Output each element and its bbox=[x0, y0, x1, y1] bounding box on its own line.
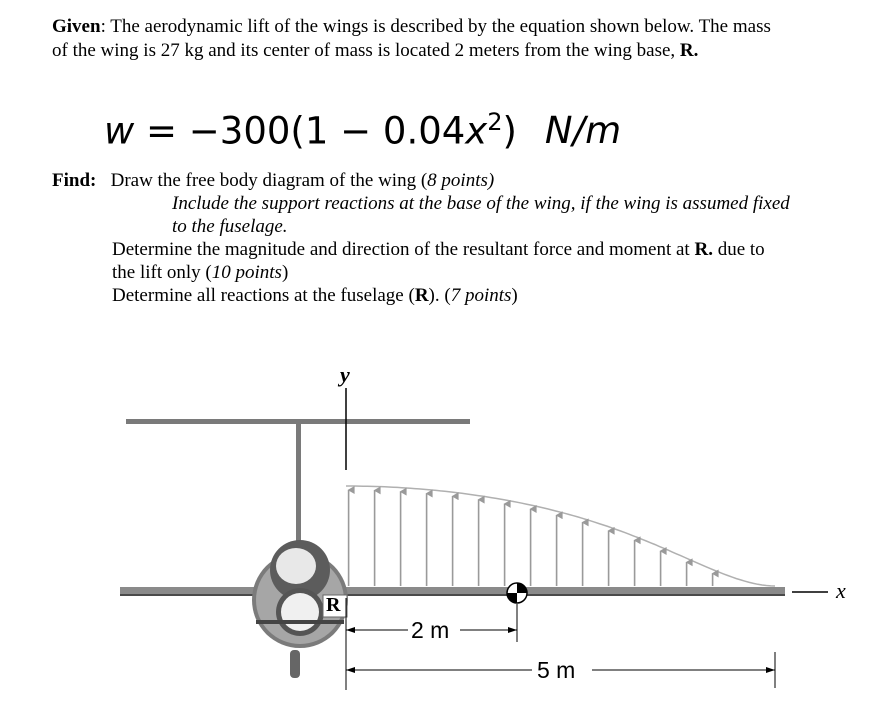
find-item-3: Determine all reactions at the fuselage (R). (7 points) bbox=[112, 285, 518, 306]
find-item-2-line-1: Determine the magnitude and direction of the resultant force and moment at R. due to bbox=[112, 239, 765, 260]
given-line-2: of the wing is 27 kg and its center of mass is located 2 meters from the wing base, R. bbox=[52, 40, 699, 61]
lift-equation: $w = -300(1 - 0.04x^2)$ N/m bbox=[104, 108, 622, 153]
find-item-2-line-2: the lift only (10 points) bbox=[112, 262, 289, 283]
dimension-2m bbox=[346, 598, 517, 690]
find-note-2: to the fuselage. bbox=[172, 216, 288, 237]
find-label: Find bbox=[52, 170, 91, 191]
horizontal-stabilizer bbox=[126, 419, 470, 424]
lift-distribution-curve bbox=[346, 486, 775, 586]
right-wing bbox=[345, 587, 785, 595]
dimension-2m-label: 2 m bbox=[411, 617, 450, 643]
given-line-1: Given: The aerodynamic lift of the wings is described by the equation shown below. The mass bbox=[52, 16, 771, 37]
base-label: R bbox=[326, 594, 341, 616]
left-wing bbox=[120, 587, 260, 595]
dimension-5m-label: 5 m bbox=[537, 657, 576, 683]
find-line-1: Find: Draw the free body diagram of the wing (8 points) bbox=[52, 170, 495, 191]
given-label: Given bbox=[52, 16, 101, 37]
x-axis-label: x bbox=[836, 578, 846, 603]
find-note-1: Include the support reactions at the base of the wing, if the wing is assumed fixed bbox=[172, 193, 790, 214]
center-of-mass-icon bbox=[507, 583, 527, 603]
y-axis-label: y bbox=[340, 362, 350, 387]
vertical-fin bbox=[296, 424, 301, 556]
